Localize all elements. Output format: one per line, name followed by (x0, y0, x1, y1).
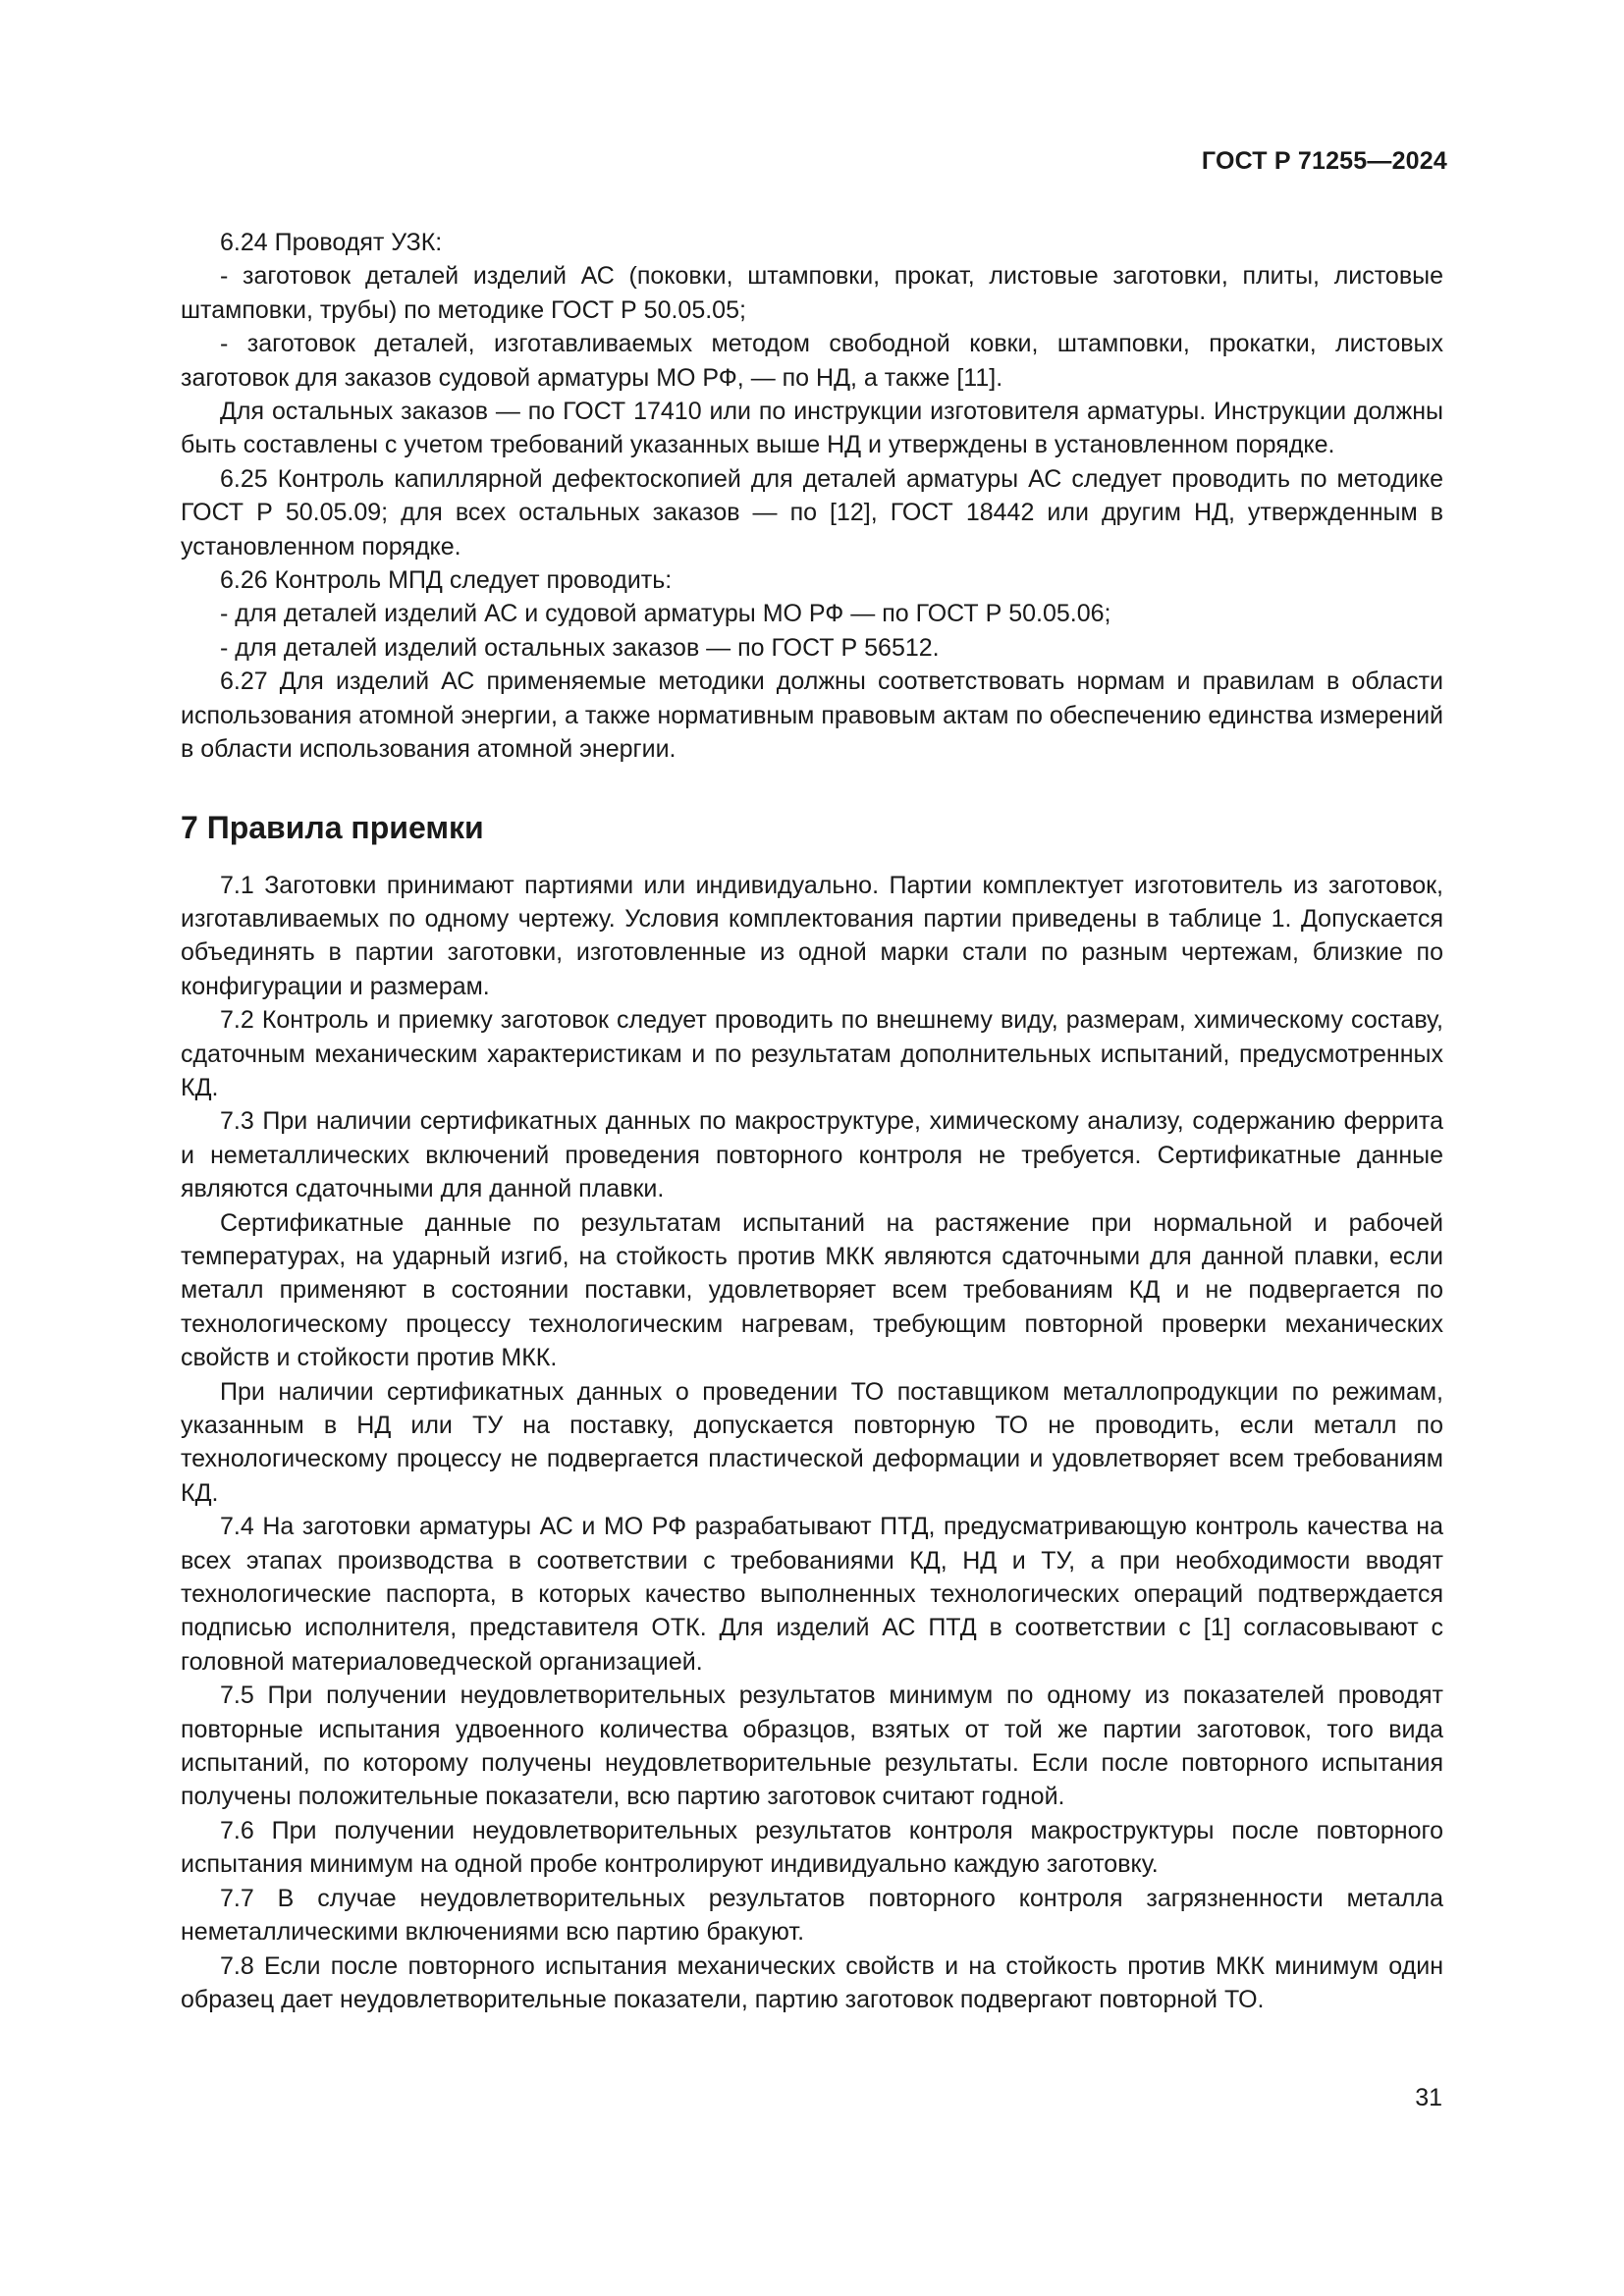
list-item: - для деталей изделий остальных заказов — по ГОСТ Р 56512. (220, 633, 940, 662)
page-number: 31 (1415, 2084, 1442, 2111)
list-item: - для деталей изделий АС и судовой арматуры МО РФ — по ГОСТ Р 50.05.06; (220, 600, 1111, 628)
paragraph: 7.7 В случае неудовлетворительных результатов повторного контроля загрязненности металла неметаллическими включениями всю партию бракуют. (181, 1884, 1443, 1947)
paragraph: 7.1 Заготовки принимают партиями или индивидуально. Партии комплектует изготовитель из заготовок, изготавливаемых по одному чертежу. Условия комплектования партии приведены в таблице 1. Допускается объединять в партии заготовки, изготовленные из одной марки стали по разным чертежам, близкие по конфигурации и размерам. (181, 871, 1443, 1000)
paragraph: 7.8 Если после повторного испытания механических свойств и на стойкость против МКК минимум один образец дает неудовлетворительные показатели, партию заготовок подвергают повторной ТО. (181, 1951, 1443, 2013)
section-6 (181, 226, 1443, 767)
list-item: - заготовок деталей, изготавливаемых методом свободной ковки, штамповки, прокатки, листовых заготовок для заказов судовой арматуры МО РФ, — по НД, а также [11]. (181, 330, 1443, 392)
paragraph: 6.26 Контроль МПД следует проводить: (220, 566, 673, 595)
paragraph: 6.25 Контроль капиллярной дефектоскопией для деталей арматуры АС следует проводить по методике ГОСТ Р 50.05.09; для всех остальных заказов — по [12], ГОСТ 18442 или другим НД, утвержденным в установленном порядке. (181, 464, 1443, 561)
paragraph: 7.5 При получении неудовлетворительных результатов минимум по одному из показателей проводят повторные испытания удвоенного количества образцов, взятых от той же партии заготовок, того вида испытаний, по которому получены неудовлетворительные результаты. Если после повторного испытания получены положительные показатели, всю партию заготовок считают годной. (181, 1682, 1443, 1811)
paragraph: Для остальных заказов — по ГОСТ 17410 или по инструкции изготовителя арматуры. Инструкции должны быть составлены с учетом требований указанных выше НД и утверждены в установленном порядке. (181, 398, 1443, 459)
list-item: - заготовок деталей изделий АС (поковки, штамповки, прокат, листовые заготовки, плиты, листовые штамповки, трубы) по методике ГОСТ Р 50.05.05; (181, 262, 1443, 324)
paragraph: 7.6 При получении неудовлетворительных результатов контроля макроструктуры после повторного испытания минимум на одной пробе контролируют индивидуально каждую заготовку. (181, 1816, 1443, 1879)
section-7 (181, 869, 1443, 2017)
paragraph: 7.4 На заготовки арматуры АС и МО РФ разрабатывают ПТД, предусматривающую контроль качества на всех этапах производства в соответствии с требованиями КД, НД и ТУ, а при необходимости вводят технологические паспорта, в которых качество выполненных технологических операций подтверждается подписью исполнителя, представителя ОТК. Для изделий АС ПТД в соответствии с [1] согласовывают с головной материаловедческой организацией. (181, 1513, 1443, 1676)
document-body (181, 226, 1443, 2016)
paragraph: 6.24 Проводят УЗК: (220, 229, 443, 256)
paragraph: При наличии сертификатных данных о проведении ТО поставщиком металлопродукции по режимам, указанным в НД или ТУ на поставку, допускается повторную ТО не проводить, если металл по технологическому процессу не подвергается пластической деформации и удовлетворяет всем требованиям КД. (181, 1377, 1443, 1507)
document-id: ГОСТ Р 71255—2024 (1201, 147, 1447, 175)
paragraph: Сертификатные данные по результатам испытаний на растяжение при нормальной и рабочей температурах, на ударный изгиб, на стойкость против МКК являются сдаточными для данной плавки, если металл применяют в состоянии поставки, удовлетворяет всем требованиям КД и не подвергается по технологическому процессу технологическим нагревам, требующим повторной проверки механических свойств и стойкости против МКК. (181, 1208, 1443, 1372)
paragraph: 7.3 При наличии сертификатных данных по макроструктуре, химическому анализу, содержанию феррита и неметаллических включений проведения повторного контроля не требуется. Сертификатные данные являются сдаточными для данной плавки. (181, 1107, 1443, 1203)
paragraph: 7.2 Контроль и приемку заготовок следует проводить по внешнему виду, размерам, химическому составу, сдаточным механическим характеристикам и по результатам дополнительных испытаний, предусмотренных КД. (181, 1006, 1443, 1101)
section-heading: 7 Правила приемки (181, 809, 484, 845)
paragraph: 6.27 Для изделий АС применяемые методики должны соответствовать нормам и правилам в области использования атомной энергии, а также нормативным правовым актам по обеспечению единства измерений в области использования атомной энергии. (181, 667, 1443, 764)
